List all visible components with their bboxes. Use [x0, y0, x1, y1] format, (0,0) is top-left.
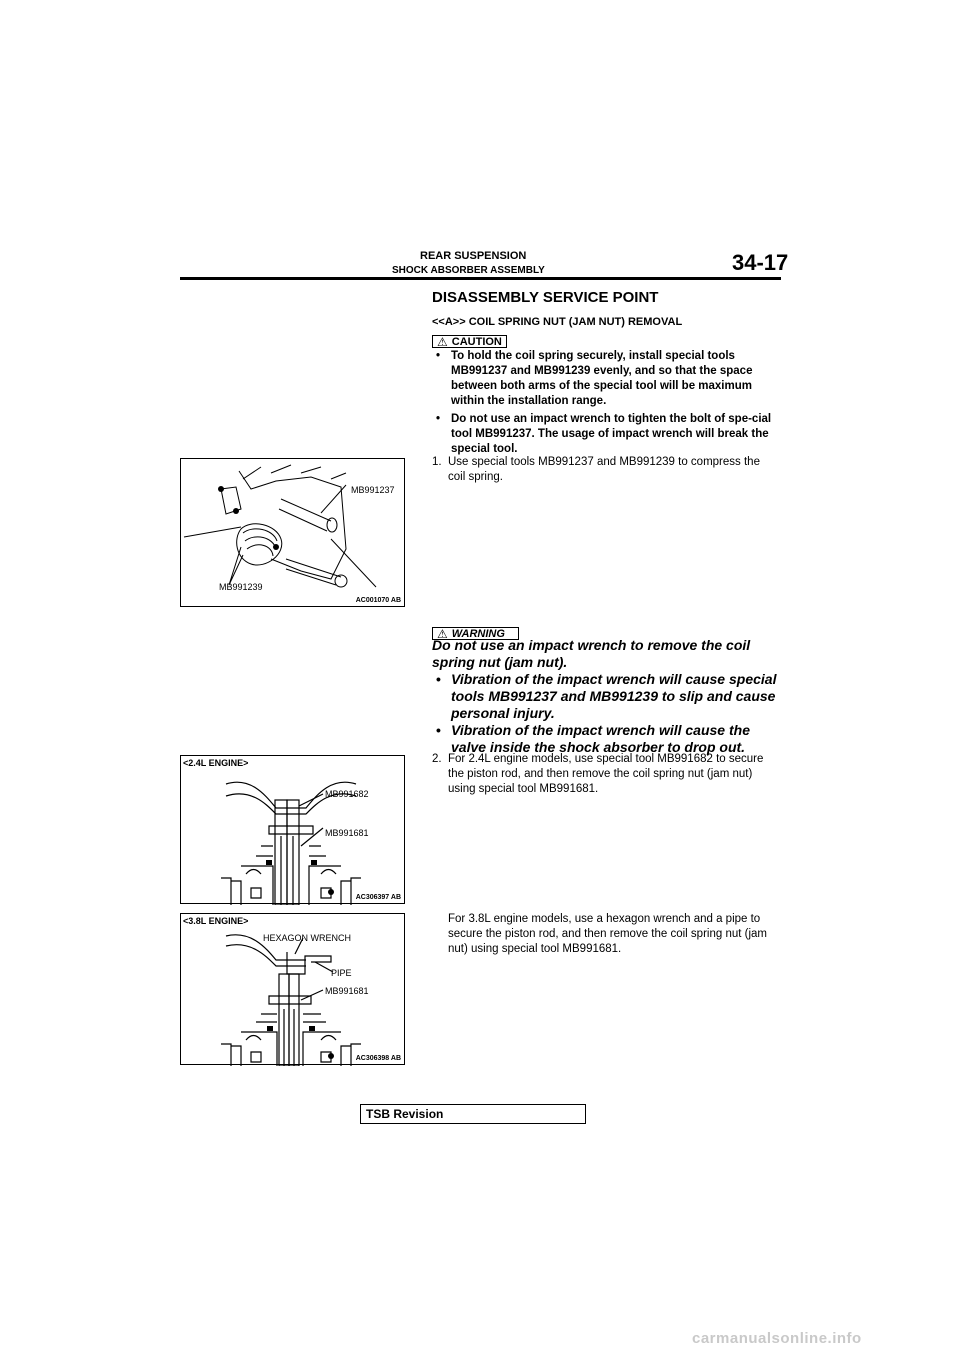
step-3: [448, 912, 780, 957]
caution-item-2: Do not use an impact wrench to tighten the bolt of spe-cial tool MB991237. The usage of impact wrench will break the special tool.: [451, 413, 772, 455]
figure-3-8l-engine: [180, 913, 405, 1065]
header-title: REAR SUSPENSION: [420, 250, 527, 262]
warning-label: WARNING: [451, 627, 505, 640]
bullet-icon: •: [436, 671, 441, 687]
warning-list: [436, 671, 782, 756]
step-text: For 3.8L engine models, use a hexagon wrench and a pipe to secure the piston rod, and then remove the coil spring nut (jam nut) using special tool MB991681.: [448, 913, 767, 955]
section-subtitle: <<A>> COIL SPRING NUT (JAM NUT) REMOVAL: [432, 316, 683, 328]
fig2-label-mb991682: MB991682: [325, 789, 369, 799]
page-number: 34-17: [732, 250, 789, 275]
bullet-icon: •: [436, 413, 441, 425]
step-2: [432, 752, 778, 797]
step-text: Use special tools MB991237 and MB991239 to compress the coil spring.: [448, 456, 760, 483]
caution-list: [436, 349, 782, 460]
tsb-revision-box: TSB Revision: [360, 1104, 586, 1124]
caution-tag: [432, 335, 507, 348]
warning-intro: Do not use an impact wrench to remove the coil spring nut (jam nut).: [432, 637, 751, 670]
fig1-label-mb991237: MB991237: [351, 485, 395, 495]
fig3-engine-label: <3.8L ENGINE>: [183, 916, 249, 926]
list-item: [436, 412, 782, 457]
fig3-label-mb991681: MB991681: [325, 986, 369, 996]
caution-label: CAUTION: [451, 335, 502, 348]
fig2-code: AC306397 AB: [355, 894, 401, 901]
step-number: 1.: [432, 456, 442, 468]
bullet-icon: •: [436, 722, 441, 738]
warning-item-1: Vibration of the impact wrench will cause special tools MB991237 and MB991239 to slip and cause personal injury.: [451, 671, 777, 721]
fig2-label-mb991681: MB991681: [325, 828, 369, 838]
caution-item-1: To hold the coil spring securely, install special tools MB991237 and MB991239 evenly, and so that the space between both arms of the special tool will be maximum within the installation range.: [451, 350, 753, 407]
header-rule: [180, 277, 781, 280]
list-item: [436, 349, 782, 409]
warning-triangle-icon: ⚠: [437, 626, 448, 641]
warning-item-2: Vibration of the impact wrench will cause the valve inside the shock absorber to drop out.: [451, 722, 750, 755]
bullet-icon: •: [436, 350, 441, 362]
list-item: [436, 671, 782, 722]
fig1-label-mb991239: MB991239: [219, 582, 263, 592]
watermark: carmanualsonline.info: [692, 1330, 862, 1347]
figure-spring-compressor: [180, 458, 405, 607]
section-title: DISASSEMBLY SERVICE POINT: [432, 289, 659, 306]
fig3-label-pipe: PIPE: [331, 968, 352, 978]
step-text: For 2.4L engine models, use special tool MB991682 to secure the piston rod, and then remove the coil spring nut (jam nut) using special tool MB991681.: [448, 753, 764, 795]
spring-compressor-illustration: [181, 459, 406, 608]
fig3-code: AC306398 AB: [355, 1055, 401, 1062]
fig2-engine-label: <2.4L ENGINE>: [183, 758, 249, 768]
step-1: [432, 455, 778, 485]
figure-2-4l-engine: [180, 755, 405, 904]
step-number: 2.: [432, 753, 442, 765]
piston-rod-illustration: [181, 756, 406, 905]
header-subtitle: SHOCK ABSORBER ASSEMBLY: [392, 265, 545, 276]
warning-triangle-icon: ⚠: [437, 334, 448, 349]
fig3-label-hexagon-wrench: HEXAGON WRENCH: [263, 933, 352, 943]
list-item: [436, 722, 782, 756]
fig1-code: AC001070 AB: [355, 597, 401, 604]
